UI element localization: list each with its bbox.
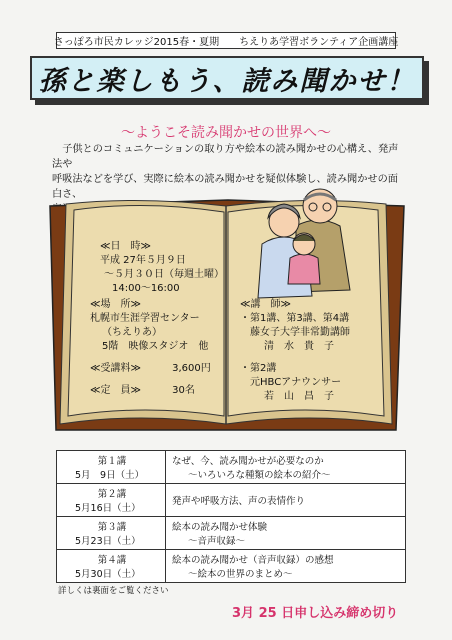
capacity-section [90, 384, 195, 398]
date-line-2: ～５月３０日（毎週土曜） [104, 269, 224, 280]
schedule-table [56, 450, 406, 583]
session-number: 第３講 [97, 522, 127, 533]
session-date: 5月16日（土） [75, 503, 141, 514]
table-row [57, 451, 406, 484]
session-number: 第２講 [97, 489, 127, 500]
date-heading: ≪日 時≫ [100, 241, 151, 252]
session-topic-cell [166, 550, 406, 583]
date-line-1: 平成 27年５月９日 [100, 255, 186, 266]
session-number: 第４講 [97, 555, 127, 566]
deadline-notice: 3月 25 日申し込み締め切り [232, 606, 399, 621]
session-topic: 絵本の読み聞かせ（音声収録）の感想 [172, 555, 334, 566]
lecturer-1-name: 清 水 貴 子 [264, 341, 334, 352]
capacity-value: 30名 [172, 385, 195, 396]
page-title: 孫と楽しもう、読み聞かせ！ [38, 65, 416, 97]
lecturer-2-title: 元HBCアナウンサー [250, 377, 342, 388]
subtitle: ～ようこそ読み聞かせの世界へ～ [121, 125, 331, 141]
footer-note: 詳しくは裏面をご覧ください [58, 586, 169, 596]
session-topic: 発声や呼吸方法、声の表情作り [172, 496, 306, 507]
table-row [57, 484, 406, 517]
session-topic-cell [166, 484, 406, 517]
place-heading: ≪場 所≫ [90, 299, 141, 310]
fee-heading: ≪受講料≫ [90, 363, 141, 374]
place-section [90, 298, 208, 354]
session-topic: なぜ、今、読み聞かせが必要なのか [172, 456, 324, 467]
college-header-text: さっぽろ市民カレッジ2015春・夏期 ちえりあ学習ボランティア企画講座 [53, 37, 399, 48]
intro-line-1: 子供とのコミュニケーションの取り方や絵本の読み聞かせの心構え、発声法や [52, 144, 399, 170]
session-number: 第１講 [97, 456, 127, 467]
child-body [288, 254, 320, 284]
session-date: 5月30日（土） [75, 569, 141, 580]
lecturer-1-sessions: ・第1講、第3講、第4講 [240, 313, 350, 324]
fee-value: 3,600円 [172, 363, 211, 374]
place-line-2: （ちえりあ） [102, 327, 162, 338]
capacity-heading: ≪定 員≫ [90, 385, 141, 396]
session-subtopic: ～いろいろな種類の絵本の紹介～ [188, 470, 331, 481]
session-cell [57, 550, 166, 583]
session-subtopic: ～絵本の世界のまとめ～ [188, 569, 293, 580]
date-section [100, 240, 224, 296]
place-line-3: 5階 映像スタジオ 他 [102, 341, 209, 352]
session-cell [57, 517, 166, 550]
session-cell [57, 484, 166, 517]
session-date: 5月23日（土） [75, 536, 141, 547]
table-row [57, 517, 406, 550]
session-cell [57, 451, 166, 484]
session-date: 5月 9日（土） [75, 470, 145, 481]
fee-section [90, 362, 211, 376]
intro-line-2: 呼吸法などを学び、実際に絵本の読み聞かせを疑似体験し、読み聞かせの面白さ、 [52, 174, 398, 200]
table-row [57, 550, 406, 583]
lecturer-2-name: 若 山 昌 子 [264, 391, 334, 402]
session-subtopic: ～音声収録～ [188, 536, 246, 547]
date-line-3: 14:00～16:00 [112, 283, 180, 294]
session-topic: 絵本の読み聞かせ体験 [172, 522, 268, 533]
lecturer-2-sessions: ・第2講 [240, 363, 277, 374]
lecturer-section [240, 298, 350, 404]
session-topic-cell [166, 451, 406, 484]
session-topic-cell [166, 517, 406, 550]
lecturer-1-title: 藤女子大学非常勤講師 [250, 327, 350, 338]
place-line-1: 札幌市生涯学習センター [90, 313, 200, 324]
lecturer-heading: ≪講 師≫ [240, 299, 291, 310]
